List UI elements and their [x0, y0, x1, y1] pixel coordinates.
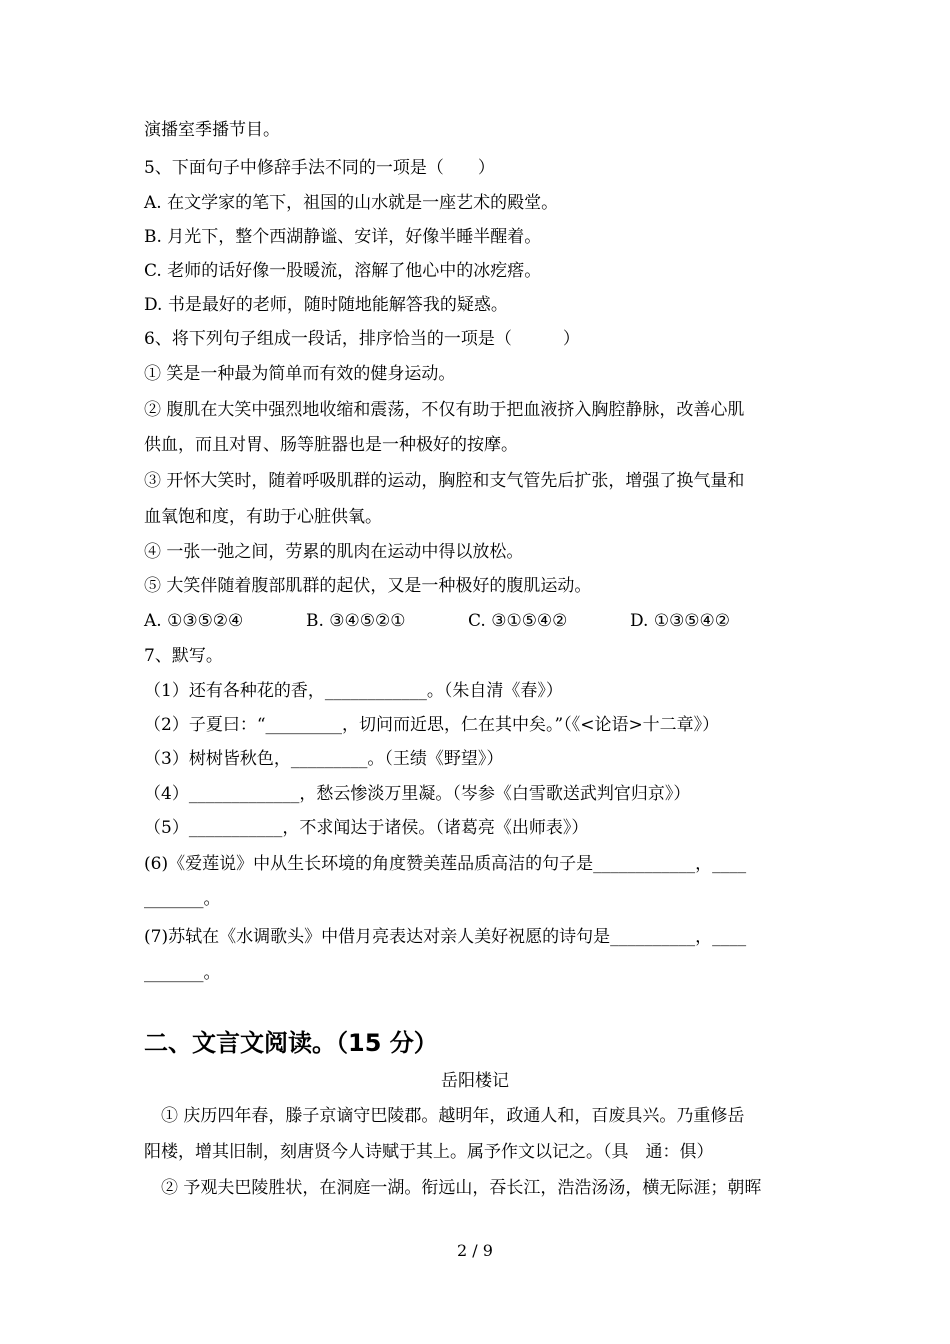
sentence-5: ⑤ 大笑伴随着腹部肌群的起伏，又是一种极好的腹肌运动。	[144, 576, 592, 596]
q6-option-d: D. ①③⑤④②	[630, 611, 731, 631]
text-line: 演播室季播节目。	[144, 120, 280, 140]
q7-item-6-cont: _______。	[144, 889, 221, 909]
option-a: A. 在文学家的笔下，祖国的山水就是一座艺术的殿堂。	[144, 193, 559, 213]
q7-item-3: （3）树树皆秋色，_________。（王绩《野望》）	[144, 749, 504, 769]
q7-item-4: （4）_____________，愁云惨淡万里凝。（岑参《白雪歌送武判官归京》）	[144, 784, 691, 804]
q7-item-2: （2）子夏曰：“_________，切问而近思，仁在其中矣。”（《<论语>十二章》）	[144, 715, 720, 735]
question-6: 6、将下列句子组成一段话，排序恰当的一项是（ ）	[144, 329, 580, 349]
q7-item-7-cont: _______。	[144, 963, 221, 983]
q6-option-a: A. ①③⑤②④	[144, 611, 244, 631]
option-c: C. 老师的话好像一股暖流，溶解了他心中的冰疙瘩。	[144, 261, 542, 281]
sentence-3-cont: 血氧饱和度，有助于心脏供氧。	[144, 507, 382, 527]
passage-paragraph: ① 庆历四年春，滕子京谪守巴陵郡。越明年，政通人和，百废具兴。乃重修岳	[144, 1106, 745, 1126]
q7-item-1: （1）还有各种花的香，____________。（朱自清《春》）	[144, 681, 563, 701]
q7-item-6: (6)《爱莲说》中从生长环境的角度赞美莲品质高洁的句子是____________，____	[144, 854, 747, 874]
sentence-3: ③ 开怀大笑时，随着呼吸肌群的运动，胸腔和支气管先后扩张，增强了换气量和	[144, 471, 745, 491]
q7-item-7: (7)苏轼在《水调歌头》中借月亮表达对亲人美好祝愿的诗句是__________，____	[144, 927, 747, 947]
passage-paragraph: ② 予观夫巴陵胜状，在洞庭一湖。衔远山，吞长江，浩浩汤汤，横无际涯；朝晖	[144, 1178, 762, 1198]
passage-title: 岳阳楼记	[441, 1071, 509, 1091]
section-heading: 二、文言文阅读。（15 分）	[144, 1029, 438, 1057]
question-7: 7、默写。	[144, 646, 223, 666]
sentence-2-cont: 供血，而且对胃、肠等脏器也是一种极好的按摩。	[144, 435, 518, 455]
question-5: 5、下面句子中修辞手法不同的一项是（ ）	[144, 158, 495, 178]
passage-paragraph: 阳楼，增其旧制，刻唐贤今人诗赋于其上。属予作文以记之。（具 通：俱）	[144, 1142, 714, 1162]
sentence-1: ① 笑是一种最为简单而有效的健身运动。	[144, 364, 456, 384]
q6-option-b: B. ③④⑤②①	[306, 611, 406, 631]
option-d: D. 书是最好的老师，随时随地能解答我的疑惑。	[144, 295, 508, 315]
sentence-4: ④ 一张一弛之间，劳累的肌肉在运动中得以放松。	[144, 542, 524, 562]
option-b: B. 月光下，整个西湖静谧、安详，好像半睡半醒着。	[144, 227, 542, 247]
q6-option-c: C. ③①⑤④②	[468, 611, 568, 631]
sentence-2: ② 腹肌在大笑中强烈地收缩和震荡，不仅有助于把血液挤入胸腔静脉，改善心肌	[144, 400, 745, 420]
page-number: 2 / 9	[457, 1241, 493, 1260]
q7-item-5: （5）___________，不求闻达于诸侯。（诸葛亮《出师表》）	[144, 818, 589, 838]
q6-options	[144, 609, 730, 633]
